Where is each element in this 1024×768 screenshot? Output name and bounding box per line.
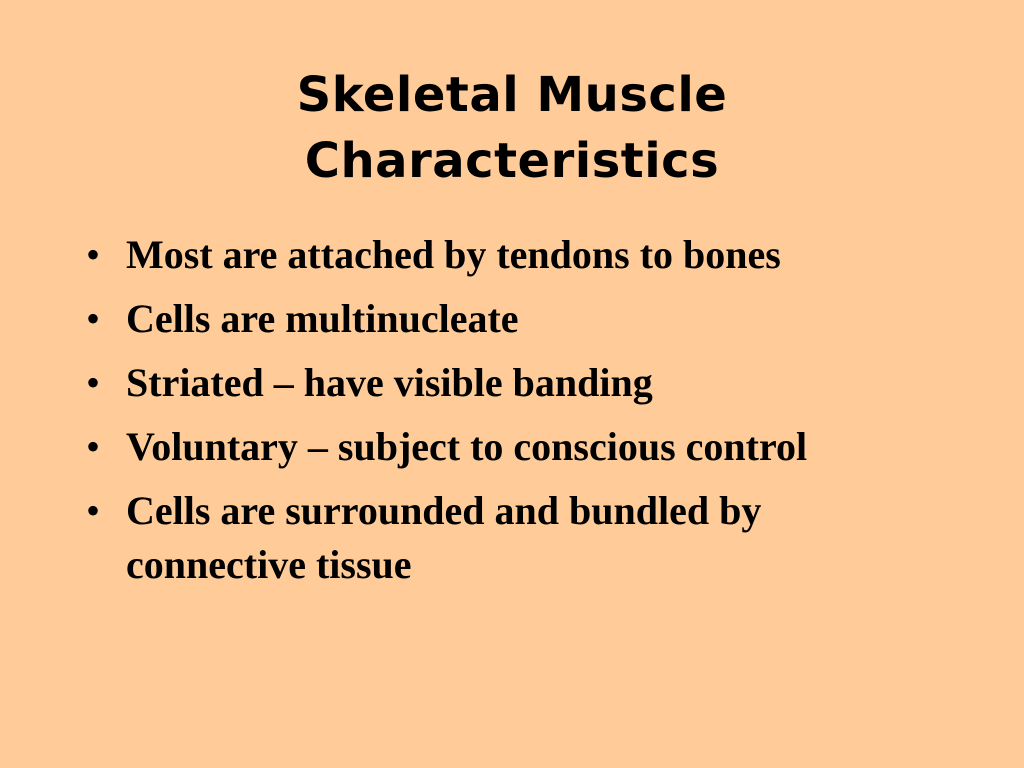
bullet-icon: • (86, 488, 101, 533)
bullet-item-tendons (86, 228, 946, 282)
slide-title-line-1: Skeletal Muscle (296, 67, 728, 123)
bullet-text: Voluntary – subject to conscious control (126, 424, 808, 469)
bullet-item-connective-tissue (86, 484, 946, 592)
bullet-text: Most are attached by tendons to bones (126, 232, 781, 277)
bullet-icon: • (86, 296, 101, 341)
bullet-text: Cells are multinucleate (126, 296, 519, 341)
bullet-item-multinucleate (86, 292, 946, 346)
slide-title (100, 62, 924, 194)
bullet-list (86, 228, 946, 602)
slide-title-line-2: Characteristics (304, 133, 720, 189)
bullet-icon: • (86, 424, 101, 469)
bullet-icon: • (86, 232, 101, 277)
bullet-icon: • (86, 360, 101, 405)
bullet-text: Striated – have visible banding (126, 360, 653, 405)
bullet-item-striated (86, 356, 946, 410)
bullet-item-voluntary (86, 420, 946, 474)
bullet-text: Cells are surrounded and bundled by connective tissue (126, 488, 762, 587)
